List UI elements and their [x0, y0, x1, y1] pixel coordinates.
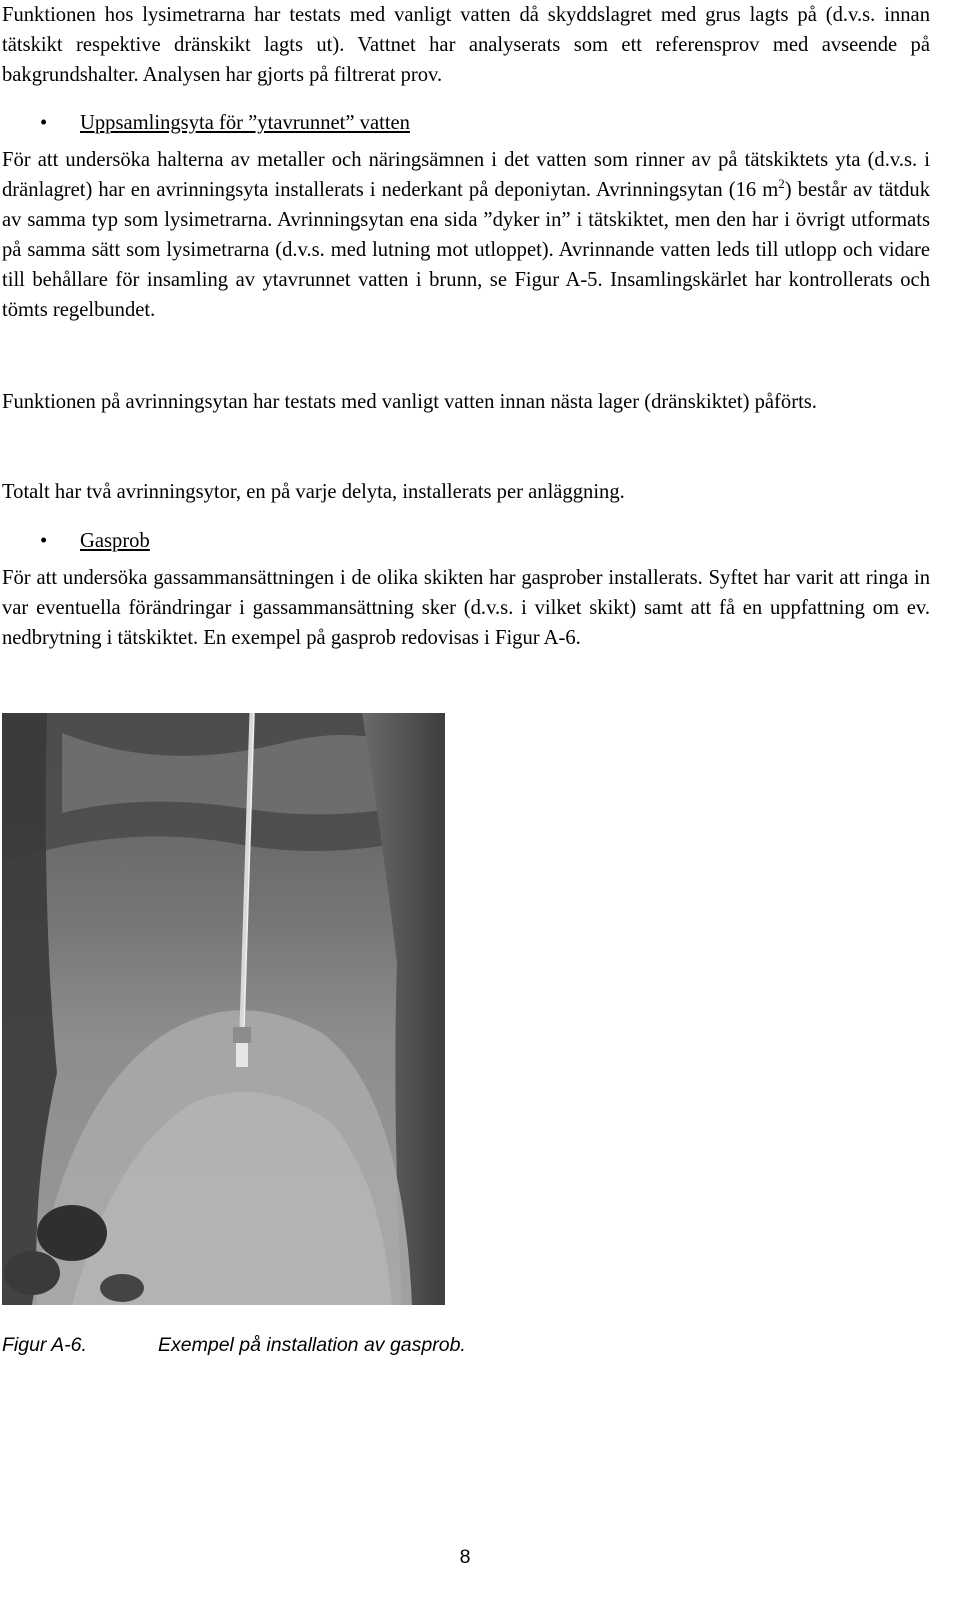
- gas-probe-photo: [2, 713, 445, 1305]
- runoff-text-b: ) består av tätduk av samma typ som lysimetrarna. Avrinningsytan ena sida ”dyker in” i tätskiktet, men den har i övrigt utformats på samma sätt som lysimetrarna (d.v.s. med lutning mot utloppet). Avrinnande vatten leds till utlopp och vidare till behållare för insamling av ytavrunnet vatten i brunn, se Figur A-5. Insamlingskärlet har kontrollerats och tömts regelbundet.: [2, 179, 930, 321]
- bullet-icon: •: [40, 112, 48, 134]
- bullet-heading-runoff: Uppsamlingsyta för ”ytavrunnet” vatten: [80, 112, 410, 134]
- paragraph-gas-probe: För att undersöka gassammansättningen i de olika skikten har gasprober installerats. Syftet har varit att ringa in var eventuella förändringar i gassammansättning sker (d.v.s. i vilket skikt) samt att få en uppfattning om ev. nedbrytning i tätskiktet. En exempel på gasprob redovisas i Figur A-6.: [2, 567, 930, 649]
- paragraph-runoff-description: [2, 145, 930, 325]
- paragraph-runoff-total: Totalt har två avrinningsytor, en på varje delyta, installerats per anläggning.: [2, 481, 625, 503]
- figure-label: Figur A-6.: [2, 1334, 87, 1356]
- paragraph-function-test: Funktionen hos lysimetrarna har testats med vanligt vatten då skyddslagret med grus lagts på (d.v.s. innan tätskikt respektive dränskikt lagts ut). Vattnet har analyserats som ett referensprov med avseende på bakgrundshalter. Analysen har gjorts på filtrerat prov.: [2, 4, 930, 86]
- superscript-2: 2: [778, 176, 785, 192]
- bullet-gas-probe: [2, 526, 930, 556]
- paragraph-runoff-test: Funktionen på avrinningsytan har testats med vanligt vatten innan nästa lager (dränskiktet) påförts.: [2, 391, 817, 413]
- bullet-heading-gasprobe: Gasprob: [80, 530, 150, 552]
- bullet-runoff-surface: [2, 108, 930, 138]
- runoff-text-a: För att undersöka halterna av metaller och näringsämnen i det vatten som rinner av på tätskiktets yta (d.v.s. i dränlagret) har en avrinningsyta installerats i nederkant på deponiytan. Avrinningsytan (16 m: [2, 149, 930, 201]
- photo-illustration: [2, 713, 445, 1305]
- figure-caption-text: Exempel på installation av gasprob.: [158, 1334, 466, 1356]
- bullet-icon: •: [40, 530, 48, 552]
- page-number: 8: [459, 1546, 471, 1568]
